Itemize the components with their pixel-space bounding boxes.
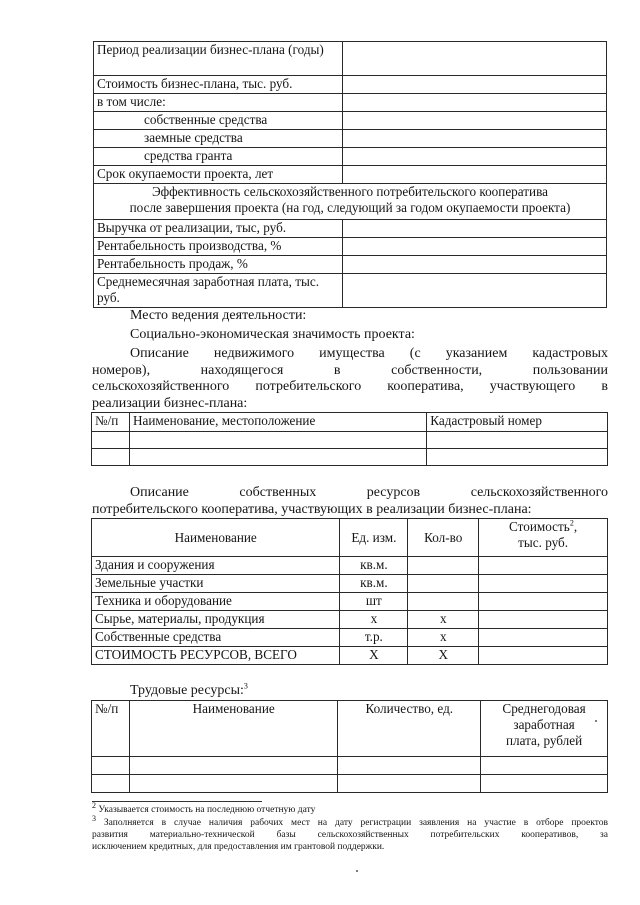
property-description-line2: номеров), находящегося в собственности, пользовании (92, 362, 608, 378)
property-table (91, 412, 608, 466)
cost-header-line2: тыс. руб. (518, 535, 569, 550)
table-cell[interactable] (92, 449, 130, 466)
row-label: Рентабельность производства, % (94, 238, 343, 256)
property-description-line3: сельскохозяйственного потребительского кооператива, участвующего в (92, 379, 608, 394)
efficiency-header (94, 184, 607, 220)
table-cell[interactable] (129, 449, 426, 466)
value-cell[interactable] (342, 256, 606, 274)
table-cell[interactable] (338, 757, 481, 775)
efficiency-header-line1: Эффективность сельскохозяйственного потребительского кооператива (151, 184, 549, 199)
labor-label: Трудовые ресурсы:$^3$ (130, 681, 248, 698)
resource-name: Техника и оборудование (92, 593, 340, 611)
value-cell[interactable] (342, 274, 606, 308)
table-row (94, 166, 607, 184)
table-header-row (92, 701, 608, 757)
value-cell[interactable] (342, 42, 606, 76)
resources-description (92, 485, 608, 518)
scan-speck (356, 870, 358, 872)
table-row (94, 238, 607, 256)
resource-unit: шт (340, 593, 408, 611)
resource-unit: кв.м. (340, 557, 408, 575)
footnote-2 (92, 800, 316, 816)
table-row (92, 449, 608, 466)
row-label: средства гранта (94, 148, 343, 166)
resource-name: Земельные участки (92, 575, 340, 593)
table-cell[interactable] (92, 432, 130, 449)
table-cell[interactable] (427, 432, 608, 449)
wage-header-line1: Среднегодовая (502, 701, 586, 716)
footnote-3-line3: исключением кредитных, для предоставления им грантовой поддержки. (92, 842, 385, 852)
resource-qty[interactable] (408, 575, 479, 593)
column-header-name: Наименование (92, 519, 340, 557)
table-cell[interactable] (481, 757, 608, 775)
row-label: Среднемесячная заработная плата, тыс. руб. (94, 274, 343, 308)
table-row (92, 557, 608, 575)
resources-description-line1: Описание собственных ресурсов сельскохозяйственного (130, 485, 608, 500)
resource-cost[interactable] (479, 629, 608, 647)
resource-name: Сырье, материалы, продукция (92, 611, 340, 629)
column-header-num: №/п (92, 701, 130, 757)
resource-qty[interactable] (408, 557, 479, 575)
value-cell[interactable] (342, 238, 606, 256)
table-row (92, 629, 608, 647)
value-cell[interactable] (342, 112, 606, 130)
value-cell[interactable] (342, 76, 606, 94)
value-cell[interactable] (342, 220, 606, 238)
column-header-cost (479, 519, 608, 557)
table-cell[interactable] (129, 432, 426, 449)
footnote-separator (92, 801, 262, 802)
table-row (92, 432, 608, 449)
table-row (92, 593, 608, 611)
resource-qty: Х (408, 647, 479, 665)
table-row (92, 575, 608, 593)
table-row (94, 274, 607, 308)
footnote-3 (92, 813, 609, 853)
footnote-mark: 3 (92, 813, 96, 823)
resource-name: Здания и сооружения (92, 557, 340, 575)
column-header: Наименование, местоположение (129, 413, 426, 432)
column-header: №/п (92, 413, 130, 432)
row-label: Срок окупаемости проекта, лет (94, 166, 343, 184)
footnote-3-line2: развития материально-технической базы сельскохозяйственных потребительских кооперативов, за (92, 830, 608, 840)
table-cell[interactable] (92, 775, 130, 793)
location-label: Место ведения деятельности: (130, 308, 307, 323)
resource-name: Собственные средства (92, 629, 340, 647)
table-header-row (92, 413, 608, 432)
table-row (94, 220, 607, 238)
resource-unit: кв.м. (340, 575, 408, 593)
resource-cost[interactable] (479, 647, 608, 665)
column-header-unit: Ед. изм. (340, 519, 408, 557)
resource-qty[interactable] (408, 593, 479, 611)
table-row (94, 76, 607, 94)
resource-cost[interactable] (479, 575, 608, 593)
row-label: Стоимость бизнес-плана, тыс. руб. (94, 76, 343, 94)
resource-cost[interactable] (479, 557, 608, 575)
table-row (94, 148, 607, 166)
table-row (94, 256, 607, 274)
resource-unit: х (340, 611, 408, 629)
column-header-wage (481, 701, 608, 757)
resource-total-label: СТОИМОСТЬ РЕСУРСОВ, ВСЕГО (92, 647, 340, 665)
row-label: Рентабельность продаж, % (94, 256, 343, 274)
significance-label: Социально-экономическая значимость проекта: (130, 327, 415, 342)
table-header-row (92, 519, 608, 557)
table-row (92, 775, 608, 793)
efficiency-header-row (94, 184, 607, 220)
table-cell[interactable] (129, 775, 337, 793)
table-cell[interactable] (481, 775, 608, 793)
footnote-mark: 2 (92, 800, 96, 810)
resources-table (91, 518, 608, 665)
labor-table (91, 700, 608, 793)
wage-header-line2: заработная (513, 717, 575, 732)
resource-unit: Х (340, 647, 408, 665)
row-label: Выручка от реализации, тыс, руб. (94, 220, 343, 238)
table-total-row (92, 647, 608, 665)
scan-speck (595, 720, 597, 722)
table-row (94, 130, 607, 148)
table-cell[interactable] (92, 757, 130, 775)
table-row (94, 94, 607, 112)
footnote-ref: 2 (569, 518, 574, 528)
property-description (92, 346, 608, 412)
table-cell[interactable] (427, 449, 608, 466)
footnote-ref: 3 (243, 681, 248, 691)
property-description-line1: Описание недвижимого имущества (с указанием кадастровых (130, 346, 608, 361)
property-description-line4: реализации бизнес-плана: (92, 395, 248, 411)
resource-cost[interactable] (479, 593, 608, 611)
table-cell[interactable] (129, 757, 337, 775)
footnote-3-line1: $^3$ Заполняется в случае наличия рабочих мест на дату регистрации заявления на участие в отборе проектов (92, 813, 609, 828)
table-row (94, 112, 607, 130)
column-header-qty: Количество, ед. (338, 701, 481, 757)
column-header-name: Наименование (129, 701, 337, 757)
business-plan-table (93, 41, 607, 308)
row-label: собственные средства (94, 112, 343, 130)
table-row (92, 611, 608, 629)
resource-cost[interactable] (479, 611, 608, 629)
wage-header-line3: плата, рублей (505, 733, 583, 748)
resource-qty: х (408, 629, 479, 647)
value-cell[interactable] (342, 130, 606, 148)
row-label: в том числе: (94, 94, 343, 112)
row-label: заемные средства (94, 130, 343, 148)
table-row (92, 757, 608, 775)
resources-description-line2: потребительского кооператива, участвующих в реализации бизнес-плана: (92, 501, 532, 517)
value-cell[interactable] (342, 94, 606, 112)
footnote-text: Указывается стоимость на последнюю отчетную дату (98, 805, 316, 815)
column-header-qty: Кол-во (408, 519, 479, 557)
efficiency-header-line2: после завершения проекта (на год, следующий за годом окупаемости проекта) (129, 200, 571, 215)
value-cell[interactable] (342, 148, 606, 166)
table-cell[interactable] (338, 775, 481, 793)
row-label: Период реализации бизнес-плана (годы) (94, 42, 343, 76)
resource-unit: т.р. (340, 629, 408, 647)
value-cell[interactable] (342, 166, 606, 184)
resource-qty: х (408, 611, 479, 629)
cost-header-line1: Стоимость$^2$, (509, 518, 578, 534)
table-row (94, 42, 607, 76)
column-header: Кадастровый номер (427, 413, 608, 432)
